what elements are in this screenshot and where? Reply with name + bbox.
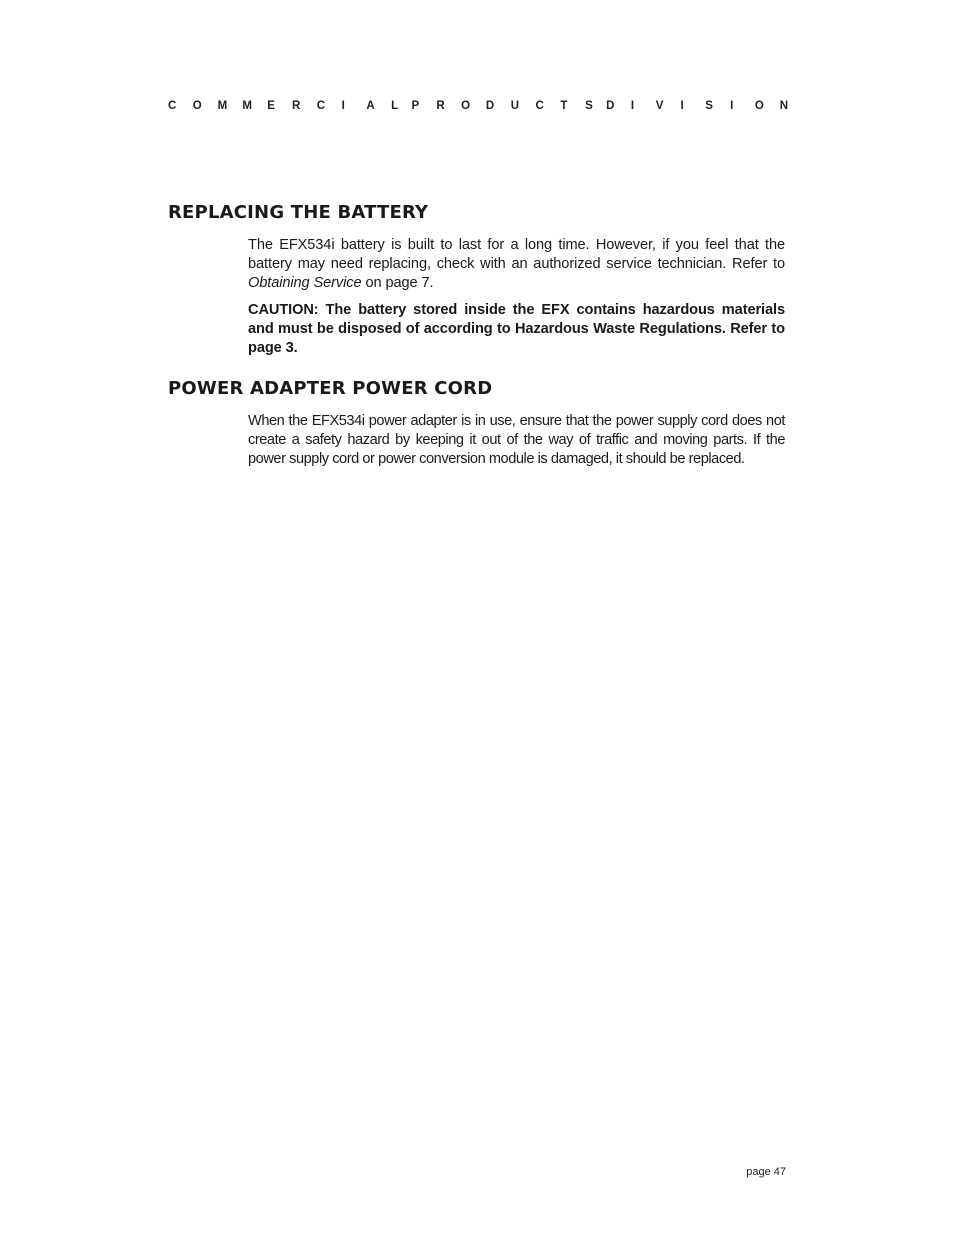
paragraph: The EFX534i battery is built to last for a long time. However, if you feel that the battery may need replacing, check with an authorized service technician. Refer to Obtaining Service on page 7. bbox=[248, 237, 785, 291]
running-header bbox=[168, 100, 788, 112]
header-word-products: P R O D U C T S bbox=[411, 100, 593, 112]
section-title: POWER ADAPTER POWER CORD bbox=[168, 378, 493, 399]
section-replacing-battery bbox=[168, 202, 788, 367]
section-body bbox=[248, 412, 785, 468]
page-number: page 47 bbox=[746, 1166, 786, 1178]
paragraph: When the EFX534i power adapter is in use, ensure that the power supply cord does not create a safety hazard by keeping it out of the way of traffic and moving parts. If the power supply cord or power conversion module is damaged, it should be replaced. bbox=[248, 413, 785, 467]
section-title: REPLACING THE BATTERY bbox=[168, 202, 429, 223]
header-word-division: D I V I S I O N bbox=[606, 100, 788, 112]
header-word-commercial: C O M M E R C I A L bbox=[168, 100, 399, 112]
cross-reference: Obtaining Service bbox=[248, 274, 362, 291]
section-power-adapter-cord bbox=[168, 378, 788, 477]
caution-paragraph: CAUTION: The battery stored inside the EFX contains hazardous materials and must be disposed of according to Hazardous Waste Regulations. Refer to page 3. bbox=[248, 302, 785, 356]
section-body bbox=[248, 236, 785, 358]
